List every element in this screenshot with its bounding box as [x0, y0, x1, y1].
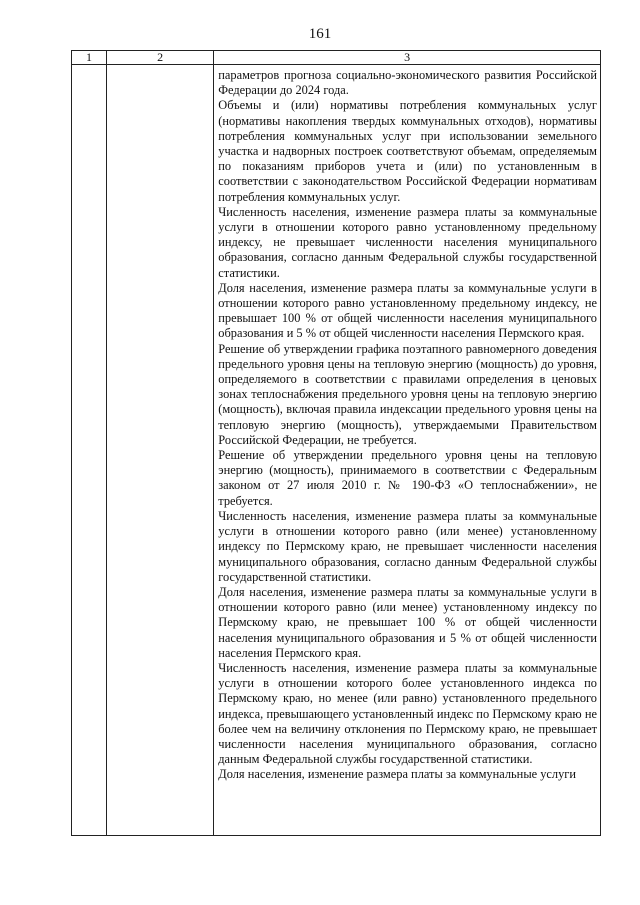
paragraph: Доля населения, изменение размера платы за коммунальные услуги в отношении которого равно установленному предельному индексу, не превышает 100 % от общей численности населения муниципального образования и 5 % от общей численности населения Пермского края.	[218, 280, 597, 341]
header-col-2: 2	[107, 51, 214, 65]
cell-text-block	[214, 65, 600, 783]
header-col-1: 1	[72, 51, 107, 65]
body-cell-col-1	[72, 65, 107, 836]
body-cell-col-2	[107, 65, 214, 836]
paragraph: параметров прогноза социально-экономического развития Российской Федерации до 2024 года.	[218, 68, 597, 98]
paragraph: Численность населения, изменение размера платы за коммунальные услуги в отношении которого более установленного индекса по Пермскому краю, но менее (или равно) установленного предельного индекса, превышающего установленный индекс по Пермскому краю не более чем на величину отклонения по Пермскому краю, не превышает численности населения муниципального образования, согласно данным Федеральной службы государственной статистики.	[218, 660, 597, 767]
table-body-row	[72, 65, 601, 836]
paragraph: Доля населения, изменение размера платы за коммунальные услуги в отношении которого равно (или менее) установленному индексу по Пермскому краю, не превышает 100 % от общей численности населения муниципального образования и 5 % от общей численности населения Пермского края.	[218, 584, 597, 660]
table-header-row	[72, 51, 601, 65]
paragraph: Доля населения, изменение размера платы за коммунальные услуги	[218, 767, 577, 782]
paragraph: Численность населения, изменение размера платы за коммунальные услуги в отношении которого равно установленному предельному индексу, не превышает численности населения муниципального образования, согласно данным Федеральной службы государственной статистики.	[218, 204, 597, 280]
content-table	[71, 50, 601, 836]
paragraph: Численность населения, изменение размера платы за коммунальные услуги в отношении которого равно (или менее) установленному индексу по Пермскому краю, не превышает численности населения муниципального образования, согласно данным Федеральной службы государственной статистики.	[218, 508, 597, 584]
paragraph: Решение об утверждении предельного уровня цены на тепловую энергию (мощность), принимаемого в соответствии с Федеральным законом от 27 июля 2010 г. № 190-ФЗ «О теплоснабжении», не требуется.	[218, 448, 597, 508]
paragraph: Объемы и (или) нормативы потребления коммунальных услуг (нормативы накопления твердых коммунальных отходов), нормативы потребления коммунальных услуг при использовании земельного участка и надворных построек соответствуют объемам, определяемым по показаниям приборов учета и (или) по установленным в соответствии с законодательством Российской Федерации нормативам потребления коммунальных услуг.	[218, 98, 597, 204]
body-cell-col-3	[214, 65, 601, 836]
header-col-3: 3	[214, 51, 601, 65]
page-number: 161	[308, 26, 332, 42]
paragraph: Решение об утверждении графика поэтапного равномерного доведения предельного уровня цены на тепловую энергию (мощность) до уровня, определяемого в соответствии с правилами определения в ценовых зонах теплоснабжения предельного уровня цены на тепловую энергию (мощность), включая правила индексации предельного уровня цены на тепловую энергию (мощность), утверждаемыми Правительством Российской Федерации, не требуется.	[218, 341, 597, 447]
